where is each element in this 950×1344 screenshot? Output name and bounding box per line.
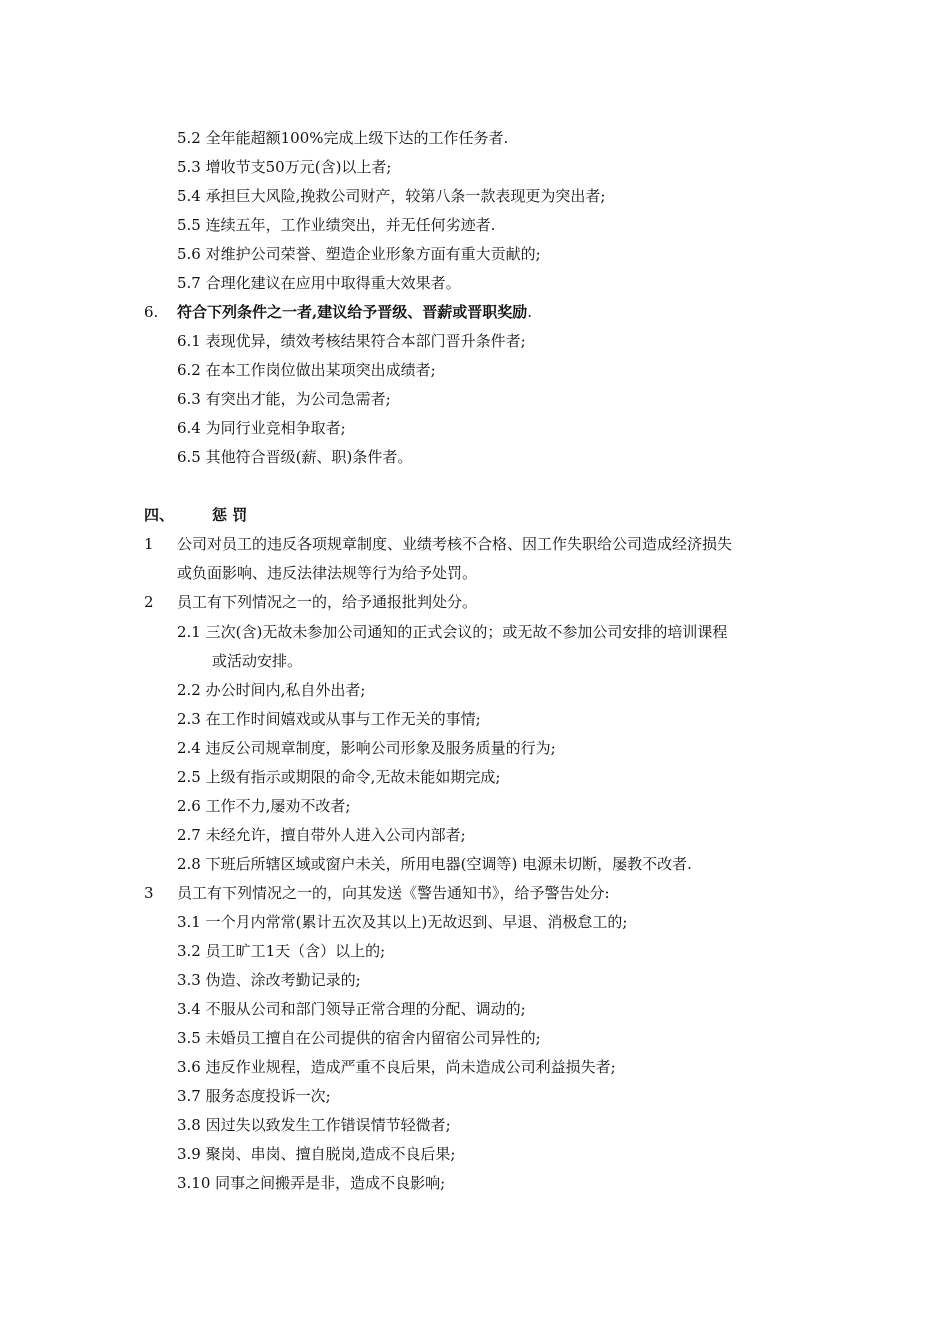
list-item: 5.6 对维护公司荣誉、塑造企业形象方面有重大贡献的; [177, 245, 541, 263]
list-item: 6.5 其他符合晋级(薪、职)条件者。 [177, 448, 413, 466]
clause-text: 公司对员工的违反各项规章制度、业绩考核不合格、因工作失职给公司造成经济损失 [177, 535, 733, 553]
list-item: 2.1 三次(含)无故未参加公司通知的正式会议的；或无故不参加公司安排的培训课程 [177, 623, 728, 641]
list-item: 5.4 承担巨大风险,挽救公司财产，较第八条一款表现更为突出者; [177, 187, 606, 205]
list-item: 5.3 增收节支50万元(含)以上者; [177, 158, 392, 176]
list-item: 2.2 办公时间内,私自外出者; [177, 681, 366, 699]
list-item: 2.6 工作不力,屡劝不改者; [177, 797, 351, 815]
list-item: 6.4 为同行业竞相争取者; [177, 419, 346, 437]
clause-text: 员工有下列情况之一的，向其发送《警告通知书》，给予警告处分: [177, 884, 610, 902]
item-heading-text: 符合下列条件之一者,建议给予晋级、晋薪或晋职奖励 [177, 303, 528, 321]
list-item: 3.4 不服从公司和部门领导正常合理的分配、调动的; [177, 1000, 526, 1018]
item-number: 6. [144, 303, 159, 321]
list-item: 5.2 全年能超额100%完成上级下达的工作任务者. [177, 129, 509, 147]
list-item: 2.4 违反公司规章制度，影响公司形象及服务质量的行为; [177, 739, 556, 757]
list-item: 5.5 连续五年，工作业绩突出，并无任何劣迹者. [177, 216, 496, 234]
list-item: 2.5 上级有指示或期限的命令,无故未能如期完成; [177, 768, 501, 786]
list-item: 3.1 一个月内常常(累计五次及其以上)无故迟到、早退、消极怠工的; [177, 913, 628, 931]
list-item: 6.2 在本工作岗位做出某项突出成绩者; [177, 361, 436, 379]
list-item: 3.2 员工旷工1天（含）以上的; [177, 942, 386, 960]
list-item: 3.10 同事之间搬弄是非，造成不良影响; [177, 1174, 446, 1192]
clause-number: 3 [144, 884, 154, 902]
list-item: 2.3 在工作时间嬉戏或从事与工作无关的事情; [177, 710, 481, 728]
item-heading [177, 302, 532, 322]
list-item: 3.3 伪造、涂改考勤记录的; [177, 971, 361, 989]
section-title: 惩 罚 [212, 506, 248, 524]
list-item: 3.6 违反作业规程，造成严重不良后果，尚未造成公司利益损失者; [177, 1058, 616, 1076]
list-item: 3.7 服务态度投诉一次; [177, 1087, 331, 1105]
item-heading-tail: . [527, 303, 533, 321]
list-item: 3.8 因过失以致发生工作错误情节轻微者; [177, 1116, 451, 1134]
section-number: 四、 [144, 506, 175, 524]
clause-text: 或负面影响、违反法律法规等行为给予处罚。 [177, 564, 478, 582]
list-item: 2.8 下班后所辖区域或窗户未关，所用电器(空调等) 电源未切断，屡教不改者. [177, 855, 692, 873]
list-item: 6.1 表现优异，绩效考核结果符合本部门晋升条件者; [177, 332, 526, 350]
list-item: 2.7 未经允许，擅自带外人进入公司内部者; [177, 826, 466, 844]
list-item-continuation: 或活动安排。 [212, 652, 303, 670]
list-item: 3.5 未婚员工擅自在公司提供的宿舍内留宿公司异性的; [177, 1029, 541, 1047]
clause-number: 2 [144, 593, 154, 611]
clause-number: 1 [144, 535, 154, 553]
list-item: 6.3 有突出才能，为公司急需者; [177, 390, 391, 408]
list-item: 5.7 合理化建议在应用中取得重大效果者。 [177, 274, 461, 292]
clause-text: 员工有下列情况之一的，给予通报批判处分。 [177, 593, 478, 611]
list-item: 3.9 聚岗、串岗、擅自脱岗,造成不良后果; [177, 1145, 456, 1163]
